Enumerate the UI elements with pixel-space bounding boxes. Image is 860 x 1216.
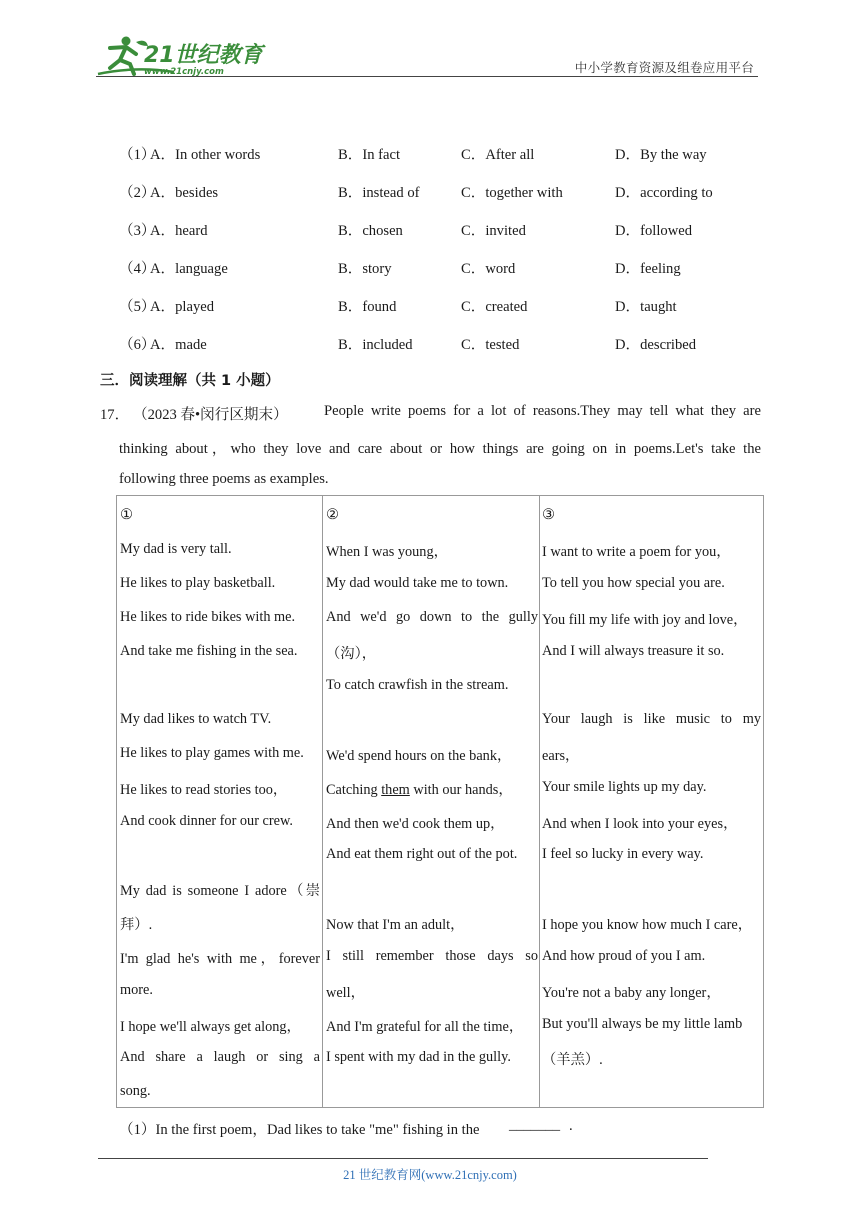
question-text-line-2: thinking about，who they love and care about or how things are going on in poems.Let's take the (119, 441, 761, 457)
option-c: C．together with (461, 185, 563, 201)
poem-text: Catching (326, 782, 382, 798)
option-b: B．chosen (338, 223, 403, 239)
option-b: B．found (338, 299, 397, 315)
option-d: D．according to (615, 185, 713, 201)
poem-table (116, 495, 764, 1108)
svg-text:21世纪教育: 21世纪教育 (144, 43, 263, 68)
poem-line: And eat them right out of the pot. (326, 846, 518, 862)
option-c: C．created (461, 299, 528, 315)
option-a: （5） (119, 299, 156, 315)
poem-line: I hope we'll always get along， (120, 1019, 301, 1035)
poem-line: more. (120, 982, 153, 998)
sub-question-end: . (569, 1118, 573, 1134)
option-a: （3） (119, 223, 156, 239)
poem-marker: ① (120, 507, 133, 523)
poem-line (326, 779, 513, 801)
option-a-text: A．In other words (150, 147, 261, 163)
poem-line: My dad is very tall. (120, 541, 232, 557)
option-d: D．By the way (615, 147, 707, 163)
poem-line: We'd spend hours on the bank， (326, 748, 512, 764)
option-a: （1） (119, 147, 156, 163)
option-b: B．In fact (338, 147, 401, 163)
column-divider (322, 496, 323, 1107)
footer-divider (98, 1158, 708, 1159)
column-divider (539, 496, 540, 1107)
poem-line: And then we'd cook them up， (326, 816, 505, 832)
poem-line: You fill my life with joy and love， (542, 612, 748, 628)
poem-line: He likes to play basketball. (120, 575, 276, 591)
poem-line: My dad is someone I adore（崇 (120, 883, 320, 899)
poem-line: I feel so lucky in every way. (542, 846, 704, 862)
poem-line: （羊羔）. (542, 1052, 603, 1068)
poem-line: You're not a baby any longer， (542, 985, 721, 1001)
option-b: B．instead of (338, 185, 420, 201)
option-b: B．story (338, 261, 392, 277)
poem-line: I hope you know how much I care， (542, 917, 753, 933)
question-text-line-1: People write poems for a lot of reasons.They may tell what they are (324, 403, 761, 419)
poem-marker: ② (326, 507, 339, 523)
option-row-6 (0, 333, 860, 355)
poem-line: song. (120, 1083, 151, 1099)
poem-line: He likes to ride bikes with me. (120, 609, 296, 625)
option-row-1 (0, 143, 860, 165)
option-b: B．included (338, 337, 413, 353)
header-divider (96, 76, 758, 77)
poem-line: （沟）， (326, 646, 377, 662)
page-header (96, 34, 758, 80)
option-a-text: A．language (150, 261, 228, 277)
poem-line: well， (326, 985, 365, 1001)
poem-line: Now that I'm an adult， (326, 917, 465, 933)
poem-text: with our hands， (409, 782, 513, 798)
option-c: C．After all (461, 147, 535, 163)
option-a-text: A．besides (150, 185, 219, 201)
poem-line: To catch crawfish in the stream. (326, 677, 509, 693)
poem-line: And how proud of you I am. (542, 948, 706, 964)
poem-line: He likes to read stories too， (120, 782, 288, 798)
answer-blank[interactable]: _______ (509, 1117, 561, 1133)
option-row-2 (0, 181, 860, 203)
option-d: D．feeling (615, 261, 681, 277)
poem-line: Your laugh is like music to my (542, 711, 761, 727)
poem-line: I spent with my dad in the gully. (326, 1049, 511, 1065)
question-text-line-3: following three poems as examples. (119, 471, 329, 487)
poem-line: Your smile lights up my day. (542, 779, 707, 795)
option-c: C．word (461, 261, 516, 277)
sub-question-text: （1）In the first poem，Dad likes to take "me" fishing in the (119, 1122, 480, 1138)
option-c: C．invited (461, 223, 526, 239)
question-number: 17． (100, 407, 130, 423)
poem-line: 拜）. (120, 917, 153, 933)
poem-line: ears， (542, 748, 580, 764)
footer-link[interactable]: 21 世纪教育网(www.21cnjy.com) (343, 1168, 517, 1182)
section-title: 三．阅读理解（共 1 小题） (100, 373, 280, 389)
option-d: D．described (615, 337, 697, 353)
option-d: D．followed (615, 223, 693, 239)
option-row-5 (0, 295, 860, 317)
poem-line: And when I look into your eyes， (542, 816, 738, 832)
option-a: （6） (119, 337, 156, 353)
svg-text:www.21cnjy.com: www.21cnjy.com (144, 67, 224, 77)
option-a: （2） (119, 185, 156, 201)
poem-line: And cook dinner for our crew. (120, 813, 293, 829)
poem-marker: ③ (542, 507, 555, 523)
poem-line: He likes to play games with me. (120, 745, 304, 761)
poem-line: I still remember those days so (326, 948, 538, 964)
poem-line: And share a laugh or sing a (120, 1049, 320, 1065)
poem-line: When I was young， (326, 544, 448, 560)
option-row-4 (0, 257, 860, 279)
option-a: （4） (119, 261, 156, 277)
underlined-word: them (381, 782, 410, 798)
option-c: C．tested (461, 337, 520, 353)
option-d: D．taught (615, 299, 677, 315)
poem-line: I want to write a poem for you， (542, 544, 731, 560)
poem-line: And take me fishing in the sea. (120, 643, 298, 659)
option-a-text: A．heard (150, 223, 208, 239)
platform-label: 中小学教育资源及组卷应用平台 (574, 60, 754, 75)
option-row-3 (0, 219, 860, 241)
option-a-text: A．made (150, 337, 207, 353)
poem-line: My dad would take me to town. (326, 575, 509, 591)
question-source: （2023 春•闵行区期末） (133, 407, 288, 423)
poem-line: And we'd go down to the gully (326, 609, 538, 625)
site-logo (96, 34, 266, 78)
poem-line: To tell you how special you are. (542, 575, 725, 591)
poem-line: But you'll always be my little lamb (542, 1016, 743, 1032)
poem-line: I'm glad he's with me，forever (120, 951, 320, 967)
option-a-text: A．played (150, 299, 215, 315)
poem-line: My dad likes to watch TV. (120, 711, 272, 727)
poem-line: And I will always treasure it so. (542, 643, 725, 659)
poem-line: And I'm grateful for all the time， (326, 1019, 524, 1035)
